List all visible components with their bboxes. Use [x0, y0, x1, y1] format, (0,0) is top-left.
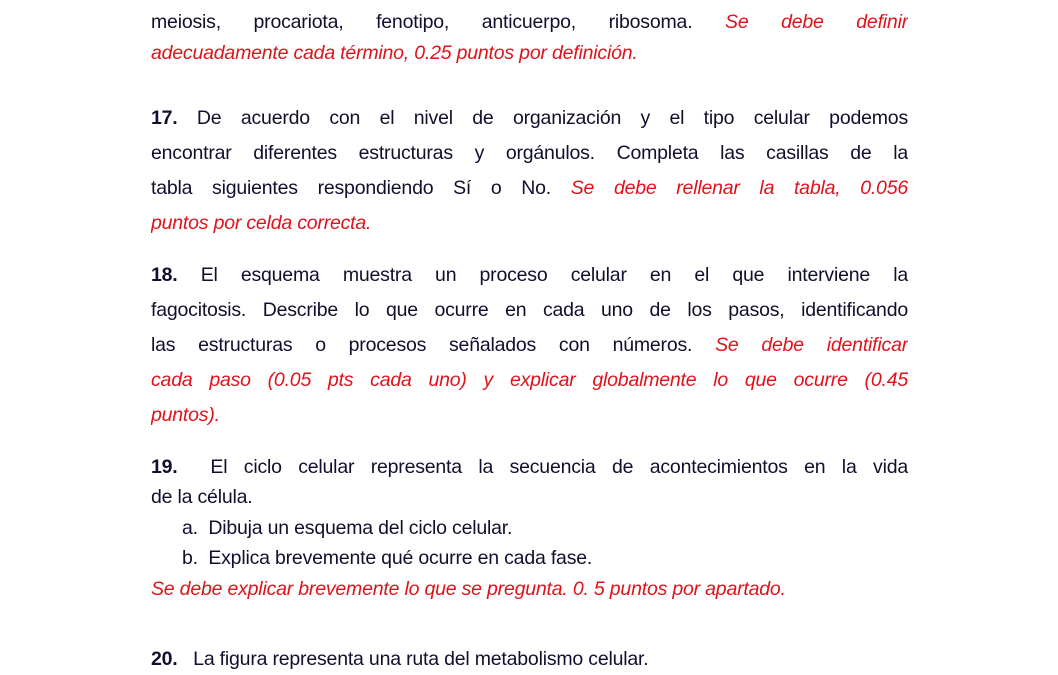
q18-line-3	[151, 332, 908, 358]
q16-criteria: Se debe definir	[725, 11, 908, 33]
q20-line-1	[151, 646, 908, 672]
q18-line-2: fagocitosis. Describe lo que ocurre en cada uno de los pasos, identificando	[151, 299, 908, 321]
list-marker: b.	[182, 547, 198, 569]
q20-text: La figura representa una ruta del metabolismo celular.	[193, 648, 649, 670]
q17-text: tabla siguientes respondiendo Sí o No.	[151, 177, 551, 199]
q18-text: las estructuras o procesos señalados con números.	[151, 334, 693, 356]
q17-line-2: encontrar diferentes estructuras y orgánulos. Completa las casillas de la	[151, 142, 908, 164]
list-item-text: Dibuja un esquema del ciclo celular.	[208, 517, 513, 539]
q19-line-1	[151, 454, 908, 480]
q18-text: El esquema muestra un proceso celular en el que interviene la	[200, 264, 908, 286]
q19-item-a	[182, 515, 882, 541]
q16-line-1	[151, 9, 908, 35]
q19-number: 19.	[151, 456, 178, 478]
q16-text: meiosis, procariota, fenotipo, anticuerpo, ribosoma.	[151, 11, 693, 33]
q17-number: 17.	[151, 107, 178, 129]
q17-line-1	[151, 105, 908, 131]
q19-criteria: Se debe explicar brevemente lo que se pregunta. 0. 5 puntos por apartado.	[151, 578, 786, 600]
q19-text: El ciclo celular representa la secuencia de acontecimientos en la vida	[210, 456, 908, 478]
q19-line-2: de la célula.	[151, 486, 253, 508]
list-marker: a.	[182, 517, 198, 539]
q17-text: De acuerdo con el nivel de organización y el tipo celular podemos	[196, 107, 908, 129]
q17-line-3	[151, 175, 908, 201]
q18-line-1	[151, 262, 908, 288]
q17-criteria-line-4: puntos por celda correcta.	[151, 212, 372, 234]
q18-criteria-line-5: puntos).	[151, 404, 220, 426]
q20-number: 20.	[151, 648, 178, 670]
q19-item-b	[182, 545, 882, 571]
q16-criteria-line-2: adecuadamente cada término, 0.25 puntos por definición.	[151, 42, 638, 64]
list-item-text: Explica brevemente qué ocurre en cada fase.	[208, 547, 593, 569]
q18-number: 18.	[151, 264, 178, 286]
q18-criteria-line-4: cada paso (0.05 pts cada uno) y explicar globalmente lo que ocurre (0.45	[151, 369, 908, 391]
q18-criteria: Se debe identificar	[715, 334, 908, 356]
q17-criteria: Se debe rellenar la tabla, 0.056	[570, 177, 908, 199]
